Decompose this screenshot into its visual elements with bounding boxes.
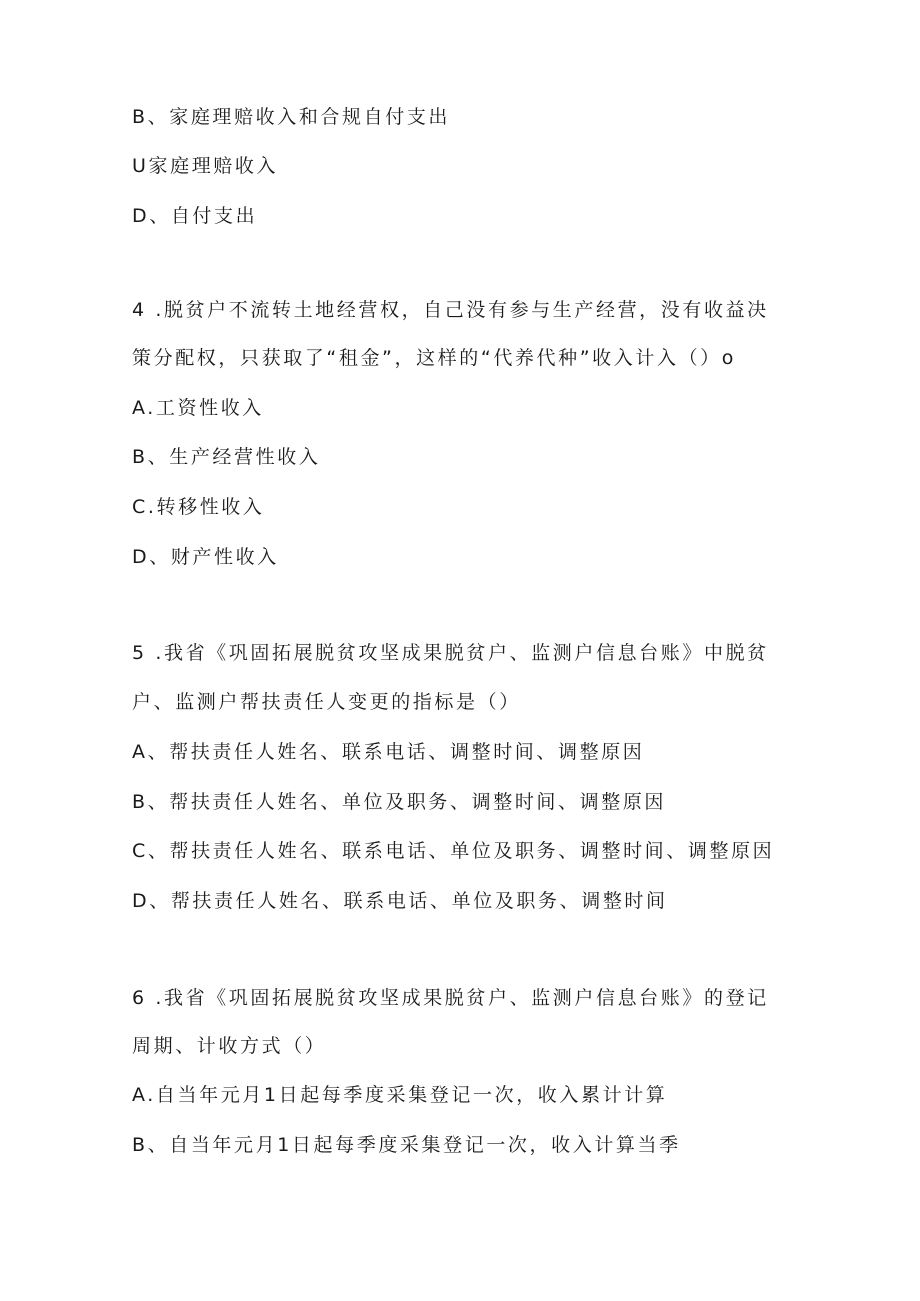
q6-stem-line-2: 周期、计收方式（） [132, 1035, 327, 1057]
q3-option-b: B、家庭理赔收入和合规自付支出 [132, 106, 451, 128]
q4-option-c: C.转移性收入 [132, 496, 265, 518]
q6-option-b: B、自当年元月1日起每季度采集登记一次，收入计算当季 [132, 1134, 681, 1156]
q5-option-c: C、帮扶责任人姓名、联系电话、单位及职务、调整时间、调整原因 [132, 840, 775, 862]
q4-option-b: B、生产经营性收入 [132, 446, 321, 468]
q5-option-d: D、帮扶责任人姓名、联系电话、单位及职务、调整时间 [132, 890, 668, 912]
q3-option-c: U家庭理赔收入 [132, 155, 279, 177]
q4-option-a: A.工资性收入 [132, 397, 264, 419]
q4-stem-line-1: 4 .脱贫户不流转土地经营权，自己没有参与生产经营，没有收益决 [132, 299, 769, 321]
q5-option-a: A、帮扶责任人姓名、联系电话、调整时间、调整原因 [132, 741, 645, 763]
q5-stem-line-1: 5 .我省《巩固拓展脱贫攻坚成果脱贫户、监测户信息台账》中脱贫 [132, 642, 769, 664]
q6-stem-line-1: 6 .我省《巩固拓展脱贫攻坚成果脱贫户、监测户信息台账》的登记 [132, 987, 769, 1009]
q3-option-d: D、自付支出 [132, 205, 258, 227]
q4-option-d: D、财产性收入 [132, 546, 279, 568]
q5-stem-line-2: 户、监测户帮扶责任人变更的指标是（） [132, 691, 521, 713]
q4-stem-line-2: 策分配权，只获取了“租金”，这样的“代养代种”收入计入（）o [132, 347, 736, 369]
q5-option-b: B、帮扶责任人姓名、单位及职务、调整时间、调整原因 [132, 791, 667, 813]
q6-option-a: A.自当年元月1日起每季度采集登记一次，收入累计计算 [132, 1084, 668, 1106]
